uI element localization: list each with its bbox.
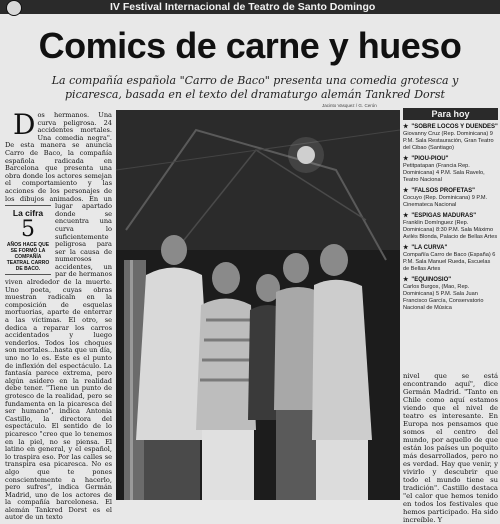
star-icon: ★ xyxy=(403,245,409,251)
festival-banner xyxy=(0,0,500,14)
star-icon: ★ xyxy=(403,188,409,194)
sidebar-title: Para hoy xyxy=(403,108,498,120)
event-item xyxy=(403,188,498,209)
event-details: Franklin Domínguez (Rep. Dominicana) 8:30 P.M. Sala Máximo Avilés Blonda, Palacio de Bellas Artes xyxy=(403,220,498,240)
event-title: "FALSOS PROFETAS" xyxy=(411,188,475,194)
article-continuation-column xyxy=(403,372,498,524)
event-title: "SOBRE LOCOS Y DUENDES" xyxy=(411,124,498,130)
event-item xyxy=(403,124,498,152)
body-paragraph: El sentido de lo picaresco "creo que lo tenemos en la piel, no se piensa. El latino en general, y el español, lo traspira eso. Por las calles se transpira esa picaresca. No es algo que te pones conscientemente a hacerlo, pero sufres", indica Germán Madrid, uno de los actores de la compañía barcelonesa. El alemán Tankred Dorst es el autor de un texto xyxy=(5,422,112,522)
event-details: Giovanny Cruz (Rep. Dominicana) 9 P.M. Sala Restauración, Gran Teatro del Cibao (Santiago) xyxy=(403,131,494,151)
article-subhead: La compañía española "Carro de Baco" presenta una comedia grotesca y picaresca, basada en el texto del dramaturgo alemán Tankred Dorst xyxy=(51,74,459,101)
callout-heading: La cifra xyxy=(12,208,44,219)
actors-illustration xyxy=(116,110,400,500)
event-details: Cocuyo (Rep. Dominicana) 9 P.M. Cinemateca Nacional xyxy=(403,195,488,208)
event-title: "PIOU-PIOU" xyxy=(411,156,449,162)
event-title: "LA CURVA" xyxy=(411,245,448,251)
event-item xyxy=(403,245,498,273)
stage-photo xyxy=(116,110,400,500)
star-icon: ★ xyxy=(403,213,409,219)
star-icon: ★ xyxy=(403,277,409,283)
body-paragraph: La fantasía parece extrema, pero algún asidero en la realidad debe tener. "Tiene un punto de grotesco de la realidad, pero se fundamenta en la picaresca del ser humano", indica Antonia Castillo, la directora del espectáculo. xyxy=(5,361,112,431)
article-body-column xyxy=(5,108,112,522)
event-details: Carlos Burgos, (Mao, Rep. Dominicana) 5 P.M. Sala Juan Francisco García, Conservatorio Nacional de Música xyxy=(403,284,484,311)
star-icon: ★ xyxy=(403,124,409,130)
photo-credit: Jacinto Vasquez / G. Cerón xyxy=(322,103,377,108)
event-item xyxy=(403,277,498,312)
event-item xyxy=(403,156,498,184)
callout-text: AÑOS HACE QUE SE FORMÓ LA COMPAÑÍA TEATRAL CARRO DE BACO. xyxy=(6,242,50,273)
article-headline: Comics de carne y hueso xyxy=(38,25,462,66)
body-paragraph: nivel que se está encontrando aquí", dice Germán Madrid. "Tanto en Chile como aquí estamos viendo que el nivel de teatro es interesante. En Europa nos pensamos que somos el centro del mundo, por aquello de que están los países un poquito más desarrollados, pero no es verdad. Hay que venir, y vivirlo y descubrir que todo el mundo tiene su tradición". Castillo destaca "el calor que hemos tenido en todos los festivales que hemos participado. Ha sido increíble. Y xyxy=(403,372,498,524)
event-title: "EQUINOSIO" xyxy=(411,277,452,283)
figure-callout xyxy=(5,205,51,275)
event-title: "ESPIGAS MADURAS" xyxy=(411,213,477,219)
event-details: Compañía Carro de Baco (España) 6 P.M. Sala Manuel Rueda, Escuelas de Bellas Artes xyxy=(403,252,496,272)
event-item xyxy=(403,213,498,241)
festival-title: IV Festival Internacional de Teatro de Santo Domingo xyxy=(110,1,376,13)
events-sidebar xyxy=(403,108,498,366)
callout-number: 5 xyxy=(21,217,35,243)
star-icon: ★ xyxy=(403,156,409,162)
drop-cap: D xyxy=(13,108,36,141)
body-lead: os hermanos. Una curva peligrosa. 24 accidentes mortales. Una comedia negra". De esta manera se anuncia Carro de Baco, la compañía española radicada en Barcelona que presenta una obra donde los actores semejan el comportamiento y las acciones de los personajes de los dibujos animados. xyxy=(5,111,112,203)
newspaper-logo-icon xyxy=(6,0,22,16)
event-details: Petitpatapan (Francia Rep. Dominicana) 4 P.M. Sala Ravelo, Teatro Nacional xyxy=(403,163,485,183)
body-paragraph: En un lugar apartado donde se encuentra una curva lo suficientemente peligrosa para ser la causa de numerosos accidentes, un par de hermanos viven alrededor de la muerte. Uno poeta, cuyas obras muestran radicaln en la composición de esquelas mortuorias, aparte de enterrar a las víctimas. El otro, se dedica a reparar los carros accidentados y luego venderlos. Todos los choques son mortales...hasta que un día, uno no lo es. Este es el punto de inflexión del espectáculo. xyxy=(5,194,112,370)
